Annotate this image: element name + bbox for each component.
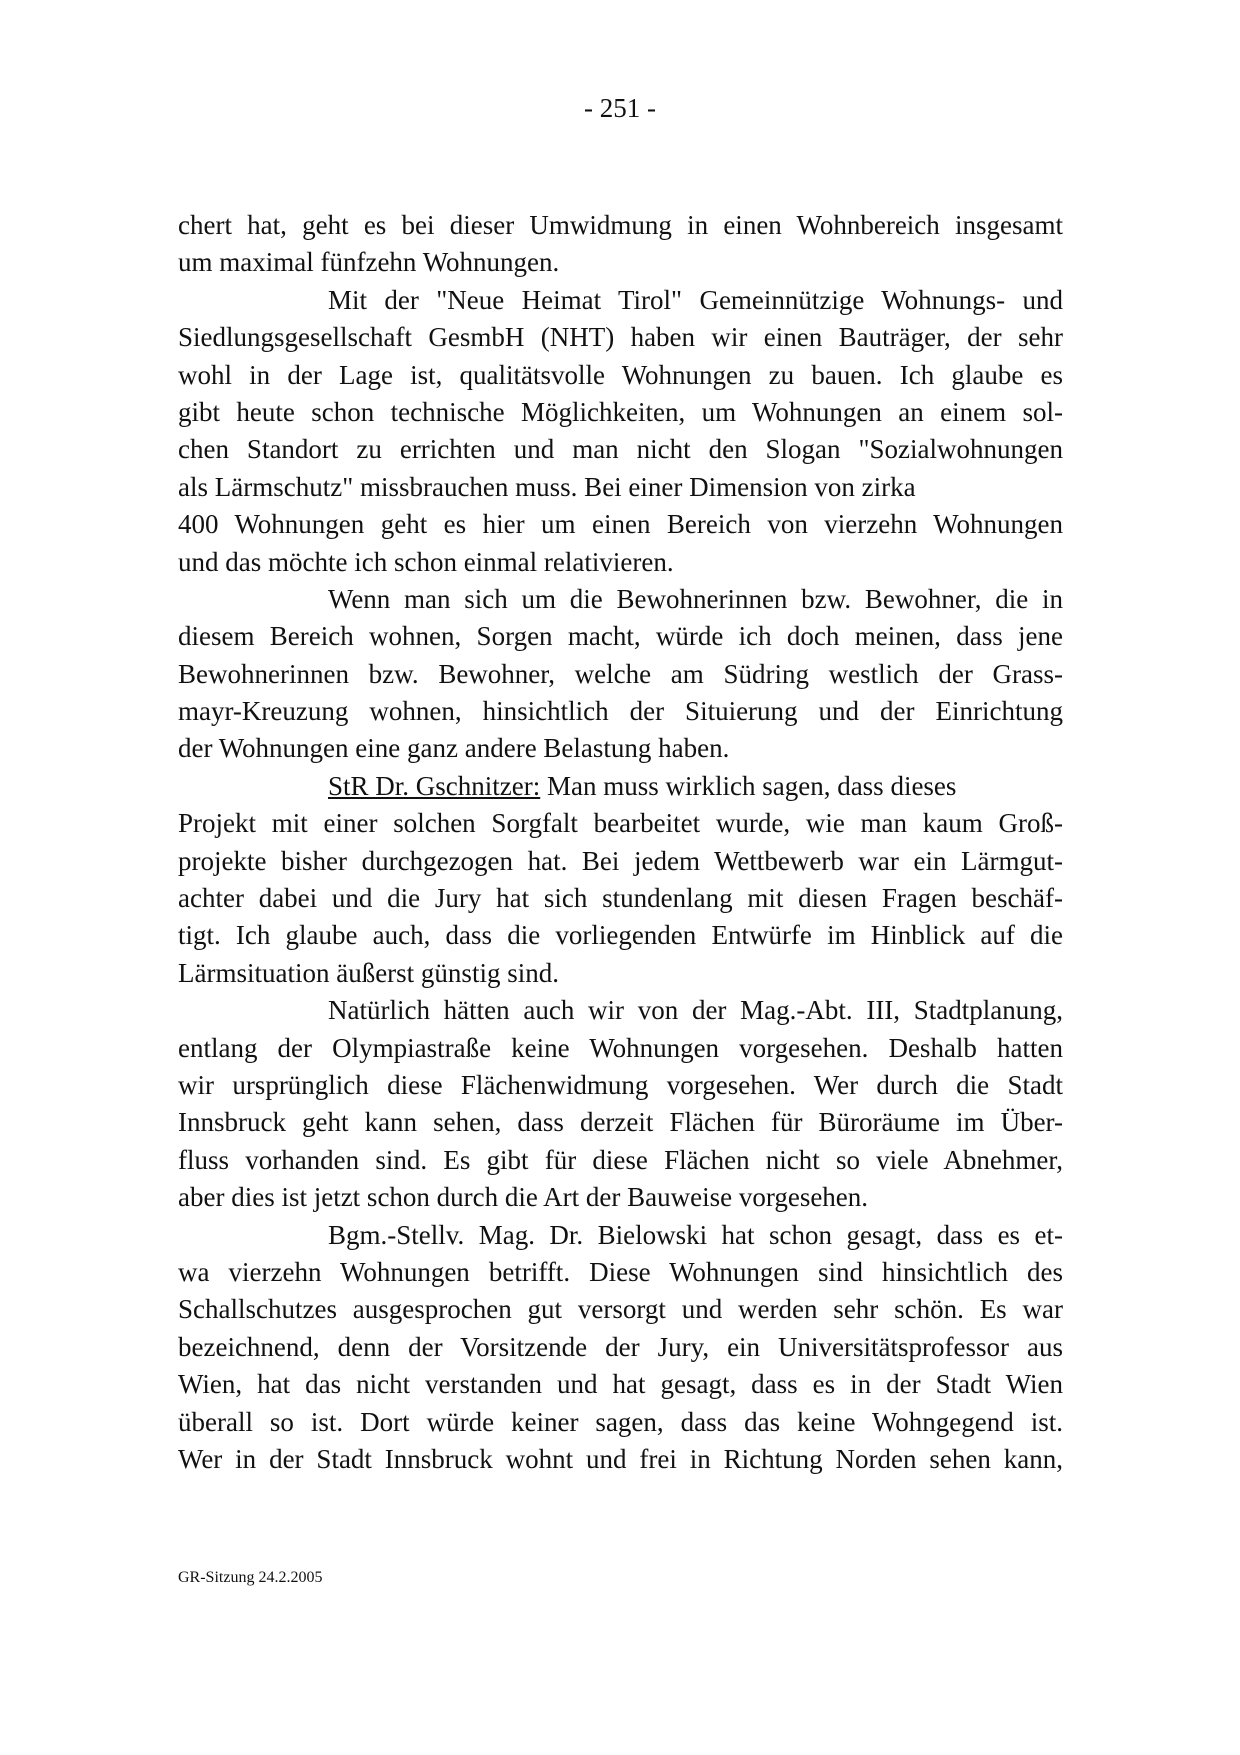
text-line: wohl in der Lage ist, qualitätsvolle Wohnungen zu bauen. Ich glaube es [178,359,1063,390]
speaker-name: StR Dr. Gschnitzer: [328,770,541,801]
text-line: chen Standort zu errichten und man nicht den Slogan "Sozialwohnungen [178,434,1063,465]
text-line: Siedlungsgesellschaft GesmbH (NHT) haben wir einen Bauträger, der sehr [178,322,1063,353]
text-line: achter dabei und die Jury hat sich stundenlang mit diesen Fragen beschäf- [178,883,1063,914]
page-number: - 251 - [584,93,656,123]
text-line: überall so ist. Dort würde keiner sagen, dass das keine Wohngegend ist. [178,1406,1063,1437]
text-line: gibt heute schon technische Möglichkeiten, um Wohnungen an einem sol- [178,396,1063,427]
text-line: Projekt mit einer solchen Sorgfalt bearbeitet wurde, wie man kaum Groß- [178,808,1063,839]
text-line: aber dies ist jetzt schon durch die Art der Bauweise vorgesehen. [178,1182,869,1213]
text-line: projekte bisher durchgezogen hat. Bei jedem Wettbewerb war ein Lärmgut- [178,845,1063,876]
text-line: Wien, hat das nicht verstanden und hat gesagt, dass es in der Stadt Wien [178,1369,1063,1400]
text-line: Mit der "Neue Heimat Tirol" Gemeinnützige Wohnungs- und [328,284,1063,315]
footer-session-date: GR-Sitzung 24.2.2005 [178,1569,323,1586]
text-line: chert hat, geht es bei dieser Umwidmung in einen Wohnbereich insgesamt [178,210,1063,240]
text-line: 400 Wohnungen geht es hier um einen Bereich von vierzehn Wohnungen [178,509,1063,540]
text-line: wir ursprünglich diese Flächenwidmung vorgesehen. Wer durch die Stadt [178,1069,1063,1100]
text-line: Bgm.-Stellv. Mag. Dr. Bielowski hat schon gesagt, dass es et- [328,1219,1063,1250]
text-line: fluss vorhanden sind. Es gibt für diese Flächen nicht so viele Abnehmer, [178,1144,1063,1175]
text-line: und das möchte ich schon einmal relativieren. [178,546,674,577]
text-line: Bewohnerinnen bzw. Bewohner, welche am Südring westlich der Grass- [178,658,1063,689]
text-line: diesem Bereich wohnen, Sorgen macht, würde ich doch meinen, dass jene [178,621,1063,652]
text-line: Lärmsituation äußerst günstig sind. [178,957,559,988]
text-line: Wenn man sich um die Bewohnerinnen bzw. Bewohner, die in [328,583,1063,614]
text-line: mayr-Kreuzung wohnen, hinsichtlich der Situierung und der Einrichtung [178,696,1063,727]
text-line: um maximal fünfzehn Wohnungen. [178,247,560,278]
text-line: Innsbruck geht kann sehen, dass derzeit Flächen für Büroräume im Über- [178,1107,1063,1138]
text-line: Schallschutzes ausgesprochen gut versorgt und werden sehr schön. Es war [178,1294,1063,1325]
text-line: wa vierzehn Wohnungen betrifft. Diese Wohnungen sind hinsichtlich des [178,1256,1063,1287]
text-line: bezeichnend, denn der Vorsitzende der Jury, ein Universitätsprofessor aus [178,1331,1063,1362]
text-line: tigt. Ich glaube auch, dass die vorliegenden Entwürfe im Hinblick auf die [178,920,1063,951]
text-line: als Lärmschutz" missbrauchen muss. Bei einer Dimension von zirka [178,471,916,502]
document-body [178,207,1063,1478]
text-line: entlang der Olympiastraße keine Wohnungen vorgesehen. Deshalb hatten [178,1032,1063,1063]
text-line: Wer in der Stadt Innsbruck wohnt und frei in Richtung Norden sehen kann, [178,1443,1063,1474]
text-line: Natürlich hätten auch wir von der Mag.-Abt. III, Stadtplanung, [328,995,1063,1026]
speaker-line [178,768,1063,805]
text-line: der Wohnungen eine ganz andere Belastung haben. [178,733,730,764]
speaker-text: Man muss wirklich sagen, dass dieses [546,770,957,801]
